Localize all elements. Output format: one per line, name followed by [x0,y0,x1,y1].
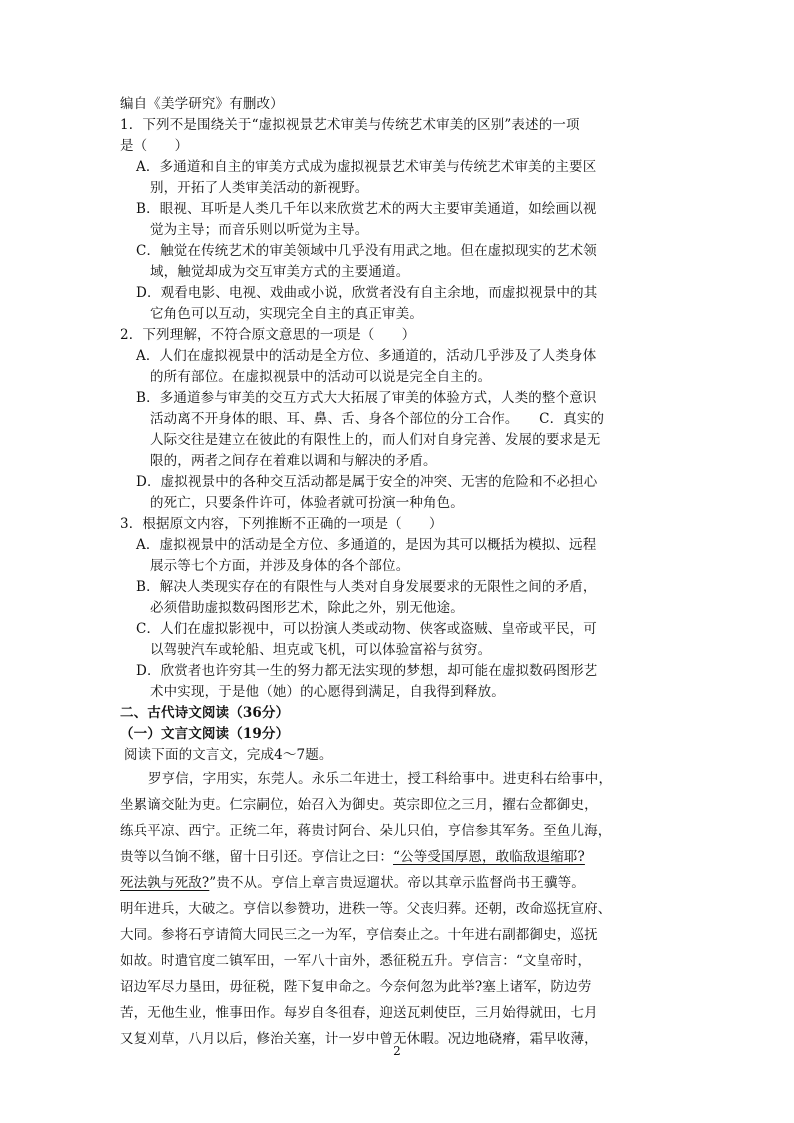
question-1 [120,115,680,325]
option-line: D．欣赏者也许穷其一生的努力都无法实现的梦想，却可能在虚拟数码图形艺 [136,663,598,679]
question-2 [120,325,680,514]
question-3 [120,514,680,703]
option-line: A．虚拟视景中的活动是全方位、多通道的，是因为其可以概括为模拟、远程 [136,537,597,553]
reading-instruction: 阅读下面的文言文，完成4～7题。 [124,747,333,763]
option-line: 展示等七个方面，并涉及身体的各个部位。 [150,558,410,574]
option-line: 术中实现，于是他（她）的心愿得到满足，自我得到释放。 [150,684,505,700]
question-stem-line: 2．下列理解，不符合原文意思的一项是（ ） [120,327,416,343]
option-line: 人际交往是建立在彼此的有限性上的，而人们对自身完善、发展的要求是无 [150,432,601,448]
option-line: B．解决人类现实存在的有限性与人类对自身发展要求的无限性之间的矛盾， [136,579,597,595]
underlined-sentence: 死法孰与死敌? [120,875,210,891]
classical-passage [120,766,680,1052]
option-line: C．人们在虚拟影视中，可以扮演人类或动物、侠客或盗贼、皇帝或平民，可 [136,621,597,637]
option-line: 域，触觉却成为交互审美方式的主要通道。 [150,264,410,280]
page-number: 2 [393,1044,401,1058]
option-line: 它角色可以互动，实现完全自主的真正审美。 [150,306,423,322]
option-b [120,577,680,619]
passage-line: 大同。参将石亨请简大同民三之一为军，亨信奏止之。十年进右副都御史，巡抚 [120,927,598,943]
option-d [120,472,680,514]
passage-line: 坐累谪交阯为吏。仁宗嗣位，始召入为御史。英宗即位之三月，擢右佥都御史， [120,797,598,813]
option-line: 以驾驶汽车或轮船、坦克或飞机，可以体验富裕与贫穷。 [150,642,492,658]
passage-text: ”贵不从。亨信上章言贵逗遛状。帝以其章示监督尚书王骥等。 [209,875,585,891]
option-d [120,661,680,703]
subsection-title: （一）文言文阅读（19分） [120,726,290,742]
option-line: A．人们在虚拟视景中的活动是全方位、多通道的，活动几乎涉及了人类身体 [136,348,597,364]
option-line: D．观看电影、电视、戏曲或小说，欣赏者没有自主余地，而虚拟视景中的其 [136,285,598,301]
option-line: 限的，两者之间存在着难以调和与解决的矛盾。 [150,453,437,469]
passage-line [120,844,680,870]
option-line: 别，开拓了人类审美活动的新视野。 [150,180,369,196]
option-line: 活动离不开身体的眼、耳、鼻、舌、身各个部位的分工合作。 C．真实的 [150,411,605,427]
option-b [120,199,680,241]
section-title: 二、古代诗文阅读（36分） [120,705,290,721]
option-line: 必须借助虚拟数码图形艺术，除此之外，别无他途。 [150,600,464,616]
underlined-sentence: “公等受国厚恩，敢临敌退缩耶? [393,849,585,865]
document-body [120,94,680,1052]
passage-line: 明年进兵，大破之。亨信以参赞功，进秩一等。父丧归葬。还朝，改命巡抚宣府、 [120,901,612,917]
passage-line: 练兵平凉、西宁。正统二年，蒋贵讨阿台、朵儿只伯，亨信参其军务。至鱼儿海， [120,823,612,839]
option-line: A．多通道和自主的审美方式成为虚拟视景艺术审美与传统艺术审美的主要区 [136,159,597,175]
option-c [120,619,680,661]
option-b [120,388,680,472]
option-line: C．触觉在传统艺术的审美领域中几乎没有用武之地。但在虚拟现实的艺术领 [136,243,597,259]
passage-line [120,870,680,896]
option-line: 的死亡，只要条件许可，体验者就可扮演一种角色。 [150,495,464,511]
source-note: 编自《美学研究》有删改） [120,96,284,112]
option-d [120,283,680,325]
option-c [120,241,680,283]
option-a [120,157,680,199]
passage-line: 苦，无他生业，惟事田作。每岁自冬徂春，迎送瓦剌使臣，三月始得就田，七月 [120,1005,598,1021]
passage-line: 罗亨信，字用实，东莞人。永乐二年进士，授工科给事中。进吏科右给事中， [148,771,613,787]
passage-line: 又复刈草，八月以后，修治关塞，计一岁中曾无休暇。况边地硗瘠，霜早收薄， [120,1031,598,1047]
option-line: B．多通道参与审美的交互方式大大拓展了审美的体验方式，人类的整个意识 [136,390,597,406]
option-line: B．眼视、耳听是人类几千年以来欣赏艺术的两大主要审美通道，如绘画以视 [136,201,597,217]
passage-line: 诏边军尽力垦田，毋征税，陛下复申命之。今奈何忽为此举?塞上诸军，防边劳 [120,979,592,995]
question-stem-line: 是（ ） [120,138,189,154]
option-a [120,346,680,388]
option-line: 觉为主导；而音乐则以听觉为主导。 [150,222,369,238]
option-a [120,535,680,577]
question-stem-line: 1．下列不是围绕关于“虚拟视景艺术审美与传统艺术审美的区别”表述的一项 [120,117,580,133]
option-line: 的所有部位。在虚拟视景中的活动可以说是完全自主的。 [150,369,492,385]
option-line: D．虚拟视景中的各种交互活动都是属于安全的冲突、无害的危险和不必担心 [136,474,598,490]
question-stem-line: 3．根据原文内容，下列推断不正确的一项是（ ） [120,516,443,532]
passage-line: 如故。时遣官度二镇军田，一军八十亩外，悉征税五升。亨信言：“文皇帝时， [120,953,592,969]
passage-text: 贵等以刍饷不继，留十日引还。亨信让之曰： [120,849,393,865]
